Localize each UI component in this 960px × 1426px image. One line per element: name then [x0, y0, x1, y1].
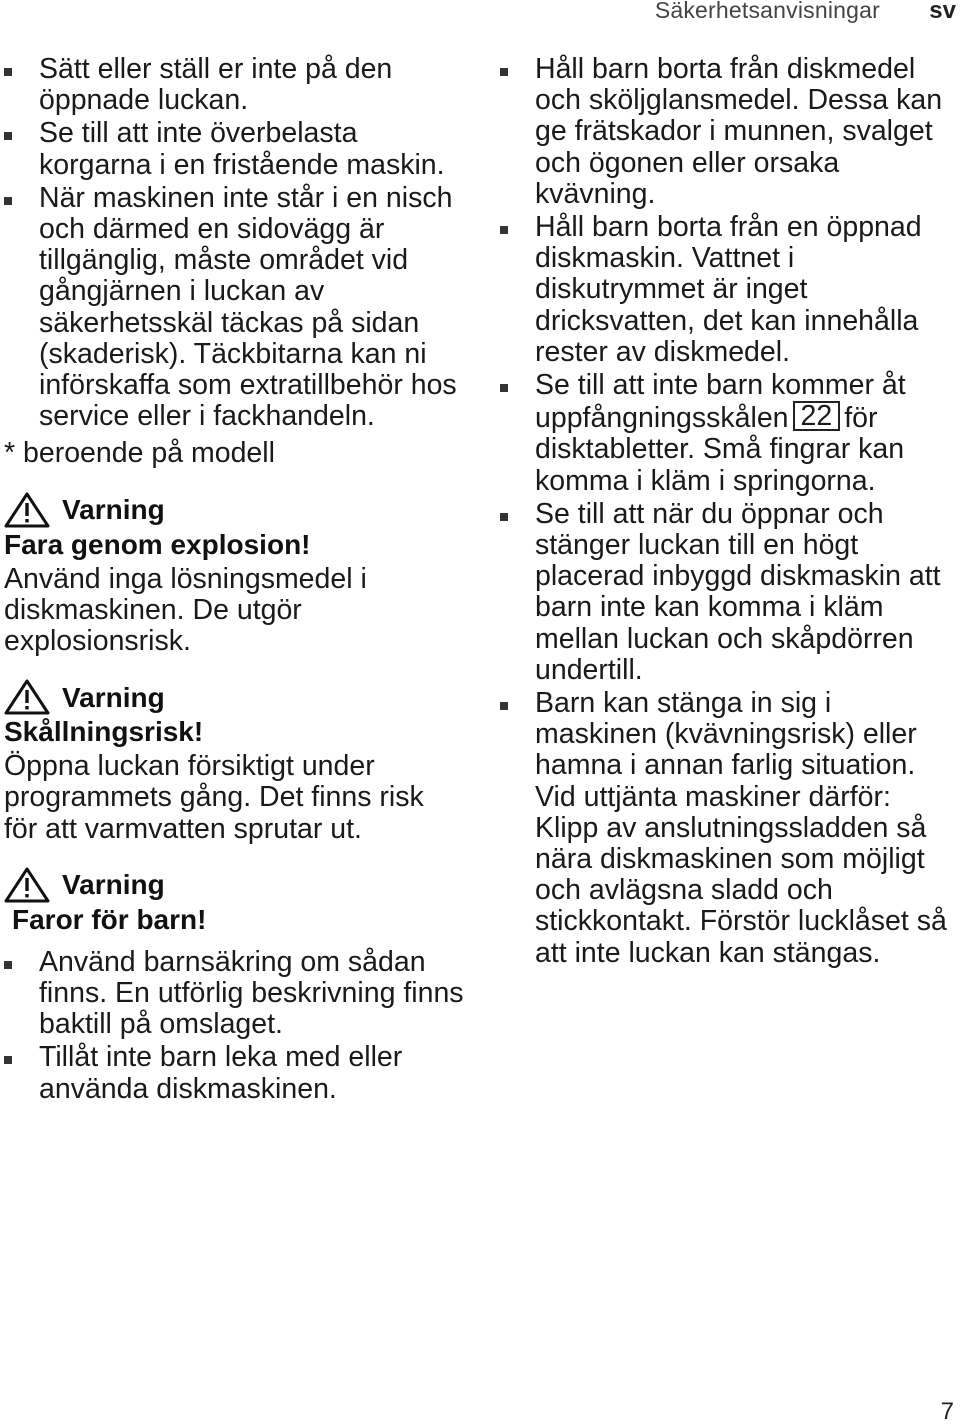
list-item: Sätt eller ställ er inte på den öppnade luckan.	[4, 54, 464, 116]
warning-triangle-icon	[4, 867, 50, 903]
list-item: Håll barn borta från en öppnad diskmaskin. Vattnet i diskutrymmet är inget dricksvatten, det kan innehålla rester av diskmedel.	[500, 212, 955, 368]
bullet-icon	[500, 702, 508, 710]
warning-block-scalding	[4, 679, 464, 845]
language-code: sv	[929, 0, 956, 24]
warning-title: Skållningsrisk!	[4, 716, 204, 748]
part-reference-number: 22	[793, 401, 841, 431]
children-bullet-list	[4, 947, 464, 1105]
warning-text: Öppna luckan försiktigt under programmets gång. Det finns risk för att varmvatten sprutar ut.	[4, 750, 424, 845]
list-item: Se till att när du öppnar och stänger luckan till en högt placerad inbyggd diskmaskin att barn inte kan komma i kläm mellan luckan och skåpdörren undertill.	[500, 499, 955, 686]
bullet-icon	[4, 197, 12, 205]
left-column	[4, 54, 464, 1107]
list-item: Tillåt inte barn leka med eller använda diskmaskinen.	[4, 1042, 464, 1104]
bullet-icon	[500, 226, 508, 234]
bullet-icon	[4, 961, 12, 969]
right-column	[500, 54, 955, 971]
page-number: 7	[940, 1398, 954, 1425]
warning-block-children	[4, 867, 464, 1105]
list-item: Se till att inte barn kommer åt uppfångningsskålen 22 för disktabletter. Små fingrar kan komma i kläm i springorna.	[500, 370, 955, 497]
bullet-icon	[4, 1056, 12, 1064]
warning-triangle-icon	[4, 679, 50, 715]
warning-triangle-icon	[4, 492, 50, 528]
list-item: När maskinen inte står i en nisch och därmed en sidovägg är tillgänglig, måste området vid gångjärnen i luckan av säkerhetsskäl täckas på sidan (skaderisk). Täckbitarna kan ni införskaffa som extratillbehör hos service eller i fackhandeln.	[4, 183, 464, 433]
warning-block-explosion	[4, 492, 464, 658]
left-bullet-list	[4, 54, 464, 432]
list-item: Håll barn borta från diskmedel och sköljglansmedel. Dessa kan ge frätskador i munnen, svalget och ögonen eller orsaka kvävning.	[500, 54, 955, 210]
right-bullet-list	[500, 54, 955, 969]
warning-label: Varning	[62, 494, 165, 526]
warning-text: Använd inga lösningsmedel i diskmaskinen. De utgör explosionsrisk.	[4, 562, 367, 658]
bullet-icon	[500, 68, 508, 76]
list-item: Använd barnsäkring om sådan finns. En utförlig beskrivning finns baktill på omslaget.	[4, 947, 464, 1041]
bullet-icon	[4, 132, 12, 140]
model-note: * beroende på modell	[4, 437, 275, 470]
list-item: Se till att inte överbelasta korgarna i en fristående maskin.	[4, 118, 464, 180]
warning-label: Varning	[62, 681, 165, 713]
page-header	[0, 0, 960, 26]
bullet-icon	[4, 68, 12, 76]
warning-title: Fara genom explosion!	[4, 528, 311, 560]
list-item-continuation: Vid uttjänta maskiner därför: Klipp av anslutningssladden så nära diskmaskinen som möjligt och avlägsna sladd och stickkontakt. Förstör lucklåset så att inte luckan kan stängas.	[535, 780, 947, 969]
list-item: Barn kan stänga in sig i maskinen (kvävningsrisk) eller hamna i annan farlig situation. Vid uttjänta maskiner därför: Klipp av anslutningssladden så nära diskmaskinen som möjligt och avlägsna sladd och stickkontakt. Förstör lucklåset så att inte luckan kan stängas.	[500, 688, 955, 969]
bullet-icon	[500, 384, 508, 392]
bullet-icon	[500, 513, 508, 521]
warning-title: Faror för barn!	[12, 903, 207, 935]
section-title: Säkerhetsanvisningar	[654, 0, 880, 23]
warning-label: Varning	[62, 869, 165, 901]
